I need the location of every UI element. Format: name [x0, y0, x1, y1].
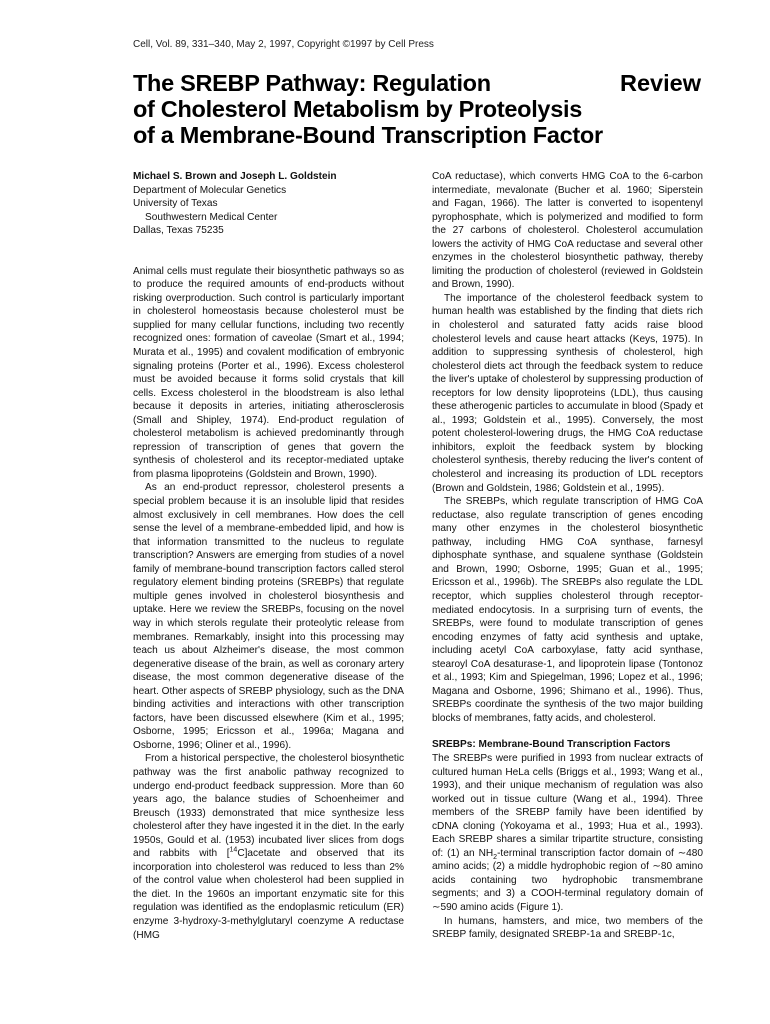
title-line-3: of a Membrane-Bound Transcription Factor	[133, 122, 603, 148]
body-paragraph: The importance of the cholesterol feedback system to human health was established by the finding that diets rich in cholesterol and saturated fatty acids raise blood cholesterol levels and cause heart attacks (Keys, 1975). In addition to suppressing synthesis of cholesterol, high cholesterol diets act through the feedback system to reduce the liver's uptake of cholesterol by suppressing production of receptors for low density lipoproteins (LDL), thus causing these atherogenic particles to accumulate in blood (Spady et al., 1993; Goldstein et al., 1995). Conversely, the most potent cholesterol-lowering drugs, the HMG CoA reductase inhibitors, exploit the feedback system by blocking cholesterol synthesis, thereby reducing the liver's content of cholesterol and increasing its production of LDL receptors (Brown and Goldstein, 1986; Goldstein et al., 1995).	[432, 292, 703, 494]
left-column	[133, 170, 404, 942]
author-names: Michael S. Brown and Joseph L. Goldstein	[133, 171, 337, 182]
right-column	[432, 170, 703, 942]
journal-citation: Cell, Vol. 89, 331–340, May 2, 1997, Copyright ©1997 by Cell Press	[133, 39, 434, 50]
body-paragraph: Animal cells must regulate their biosynthetic pathways so as to produce the required amounts of end-products without risking overproduction. Such control is particularly important in cholesterol homeostasis because cholesterol must be supplied for many cellular functions, including two recently recognized ones: formation of caveolae (Smart et al., 1994; Murata et al., 1995) and covalent modification of embryonic signaling proteins (Porter et al., 1996). Excess cholesterol must be avoided because it forms solid crystals that kill cells. Excess cholesterol in the bloodstream is also lethal because it deposits in arteries, initiating atherosclerosis (Small and Shipley, 1974). End-product regulation of cholesterol metabolism is achieved predominantly through repression of transcription of genes that govern the synthesis of cholesterol and its receptor-mediated uptake from plasma lipoproteins (Goldstein and Brown, 1990).	[133, 265, 404, 480]
author-affiliation	[133, 184, 404, 238]
title-line-2: of Cholesterol Metabolism by Proteolysis	[133, 96, 582, 122]
title-line-1: The SREBP Pathway: Regulation	[133, 70, 491, 96]
article-title	[133, 70, 603, 148]
affiliation-line: University of Texas	[133, 198, 218, 210]
article-type-label: Review	[620, 70, 701, 96]
body-paragraph: The SREBPs were purified in 1993 from nuclear extracts of cultured human HeLa cells (Briggs et al., 1993; Wang et al., 1993), and their unique mechanism of regulation was also worked out in tissue culture (Wang et al., 1994). Three members of the SREBP family have been identified by cDNA cloning (Yokoyama et al., 1993; Hua et al., 1993). Each SREBP shares a similar tripartite structure, consisting of: (1) an $NH_2$-terminal transcription factor domain of ∼480 amino acids; (2) a middle hydrophobic region of ∼80 amino acids containing two hydrophobic transmembrane segments; and 3) a COOH-terminal regulatory domain of ∼590 amino acids (Figure 1).	[432, 752, 704, 913]
body-paragraph: As an end-product repressor, cholesterol presents a special problem because it is an insoluble lipid that resides almost exclusively in cell membranes. How does the cell sense the level of a membrane-embedded lipid, and how is that information transmitted to the nucleus to regulate transcription? Answers are emerging from studies of a novel family of membrane-bound transcription factors called sterol regulatory element binding proteins (SREBPs) that regulate multiple genes involved in cholesterol biosynthesis and uptake. Here we review the SREBPs, focusing on the novel way in which sterols regulate their proteolytic release from membranes. Remarkably, insight into this processing may teach us about Alzheimer's disease, the most common degenerative disease of the brain, as well as coronary artery disease, the most common degenerative disease of the heart. Other aspects of SREBP physiology, such as the DNA binding activities and interactions with other transcription factors, have been discussed elsewhere (Kim et al., 1995; Osborne, 1995; Ericsson et al., 1996a; Magana and Osborne, 1996; Oliner et al., 1996).	[133, 482, 404, 751]
body-paragraph: CoA reductase), which converts HMG CoA to the 6-carbon intermediate, mevalonate (Bucher et al. 1960; Siperstein and Fagan, 1966). The latter is converted to isopentenyl pyrophosphate, which is polymerized and modified to form the 27 carbons of cholesterol. Cholesterol accumulation lowers the activity of HMG CoA reductase and several other enzymes in the cholesterol biosynthetic pathway, thereby limiting the production of cholesterol (reviewed in Goldstein and Brown, 1990).	[432, 171, 703, 291]
affiliation-line: Southwestern Medical Center	[145, 211, 278, 223]
body-paragraph: From a historical perspective, the cholesterol biosynthetic pathway was the first anabolic pathway recognized to undergo end-product feedback suppression. More than 60 years ago, the balance studies of Schoenheimer and Breusch (1933) demonstrated that mice synthesize less cholesterol after they have ingested it in the diet. In the early 1950s, Gould et al. (1953) incubated liver slices from dogs and rabbits with [$^{14}$C]acetate and observed that its incorporation into cholesterol was reduced to less than 2% of the control value when cholesterol had been supplied in the diet. In the 1960s an important enzymatic site for this regulation was identified as the endoplasmic reticulum (ER) enzyme 3-hydroxy-3-methylglutaryl coenzyme A reductase (HMG	[133, 753, 404, 941]
body-paragraph: The SREBPs, which regulate transcription of HMG CoA reductase, also regulate transcription of genes encoding many other enzymes in the cholesterol biosynthetic pathway, including HMG CoA synthase, farnesyl diphosphate synthase, and squalene synthase (Goldstein and Brown, 1990; Osborne, 1995; Guan et al., 1995; Ericsson et al., 1996b). The SREBPs also regulate the LDL receptor, which supplies cholesterol through receptor-mediated endocytosis. In a surprising turn of events, the SREBPs, were found to modulate transcription of genes encoding enzymes of fatty acid synthesis and uptake, including acetyl CoA carboxylase, fatty acid synthase, stearoyl CoA desaturase-1, and lipoprotein lipase (Tontonoz et al., 1993; Kim and Spiegelman, 1996; Lopez et al., 1996; Magana and Osborne, 1996; Shimano et al., 1996). Thus, SREBPs coordinate the synthesis of the two major building blocks of membranes, fatty acids, and cholesterol.	[432, 496, 703, 724]
affiliation-line: Department of Molecular Genetics	[133, 184, 287, 196]
affiliation-line: Dallas, Texas 75235	[133, 225, 224, 237]
section-heading: SREBPs: Membrane-Bound Transcription Factors	[432, 739, 671, 751]
body-paragraph: In humans, hamsters, and mice, two members of the SREBP family, designated SREBP-1a and SREBP-1c,	[432, 915, 703, 941]
